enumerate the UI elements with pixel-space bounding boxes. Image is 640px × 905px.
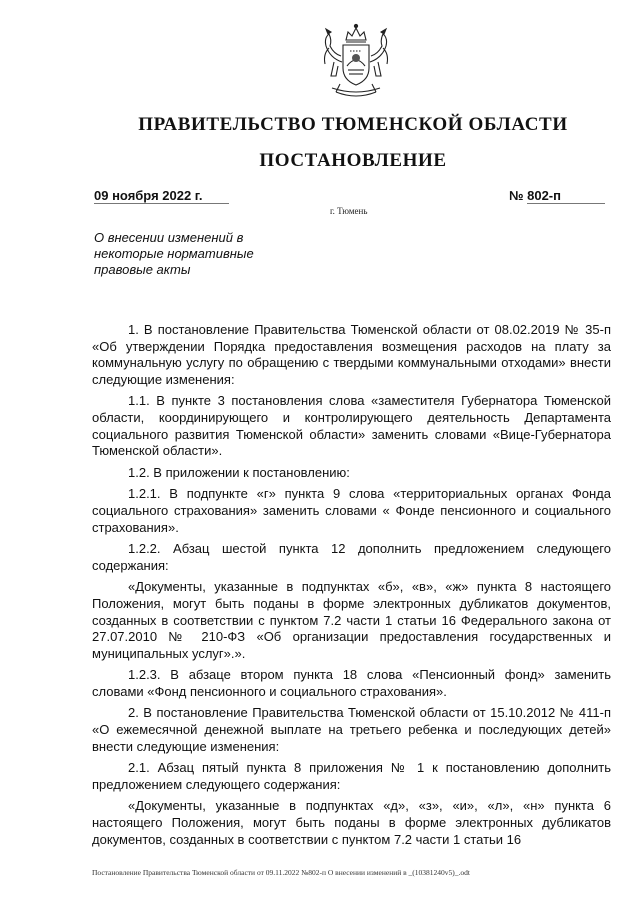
paragraph: 1.2.2. Абзац шестой пункта 12 дополнить предложением следующего содержания: [92,541,611,573]
document-number: № 802-п [509,188,561,203]
document-subject: О внесении изменений в некоторые нормативные правовые акты [94,230,254,277]
paragraph: «Документы, указанные в подпунктах «б», «в», «ж» пункта 8 настоящего Положения, могут быть поданы в форме электронных дубликатов документов, созданных в соответствии с пунктом 7.2 части 1 статьи 16 Федерального закона от 27.07.2010 № 210-ФЗ «Об организации предоставления государственных и муниципальных услуг».». [92,579,611,661]
paragraph: 1.2. В приложении к постановлению: [128,464,350,480]
paragraph: 2.1. Абзац пятый пункта 8 приложения № 1 к постановлению дополнить предложением следующего содержания: [92,760,611,792]
paragraph: «Документы, указанные в подпунктах «д», «з», «и», «л», «н» пункта 6 настоящего Положения, могут быть поданы в форме электронных дубликатов документов, созданных в соответствии с пунктом 7.2 части 1 статьи 16 [92,798,611,847]
document-body [92,322,611,853]
paragraph: 1.2.1. В подпункте «г» пункта 9 слова «территориальных органах Фонда социального страхования» заменить словами « Фонде пенсионного и социального страхования». [92,486,611,535]
date-underline [94,203,229,204]
coat-of-arms-icon [310,18,402,110]
page-footer: Постановление Правительства Тюменской области от 09.11.2022 №802-п О внесении изменений в _(10381240v5)_.odt [92,868,470,877]
number-underline [527,203,605,204]
document-date: 09 ноября 2022 г. [94,188,203,203]
paragraph: 2. В постановление Правительства Тюменской области от 15.10.2012 № 411-п «О ежемесячной денежной выплате на третьего ребенка и последующих детей» внести следующие изменения: [92,705,611,754]
paragraph: 1.1. В пункте 3 постановления слова «заместителя Губернатора Тюменской области, координирующего и контролирующего деятельность Департамента социального развития Тюменской области» заменить словами «Вице-Губернатора Тюменской области». [92,393,611,459]
government-title: ПРАВИТЕЛЬСТВО ТЮМЕНСКОЙ ОБЛАСТИ [138,114,568,135]
paragraph: 1. В постановление Правительства Тюменской области от 08.02.2019 № 35-п «Об утверждении Порядка предоставления возмещения расходов на плату за коммунальную услугу по обращению с твердыми коммунальными отходами» внести следующие изменения: [92,322,611,387]
paragraph: 1.2.3. В абзаце втором пункта 18 слова «Пенсионный фонд» заменить словами «Фонд пенсионного и социального страхования». [92,667,611,699]
document-type: ПОСТАНОВЛЕНИЕ [259,150,447,171]
city-label: г. Тюмень [330,206,368,216]
